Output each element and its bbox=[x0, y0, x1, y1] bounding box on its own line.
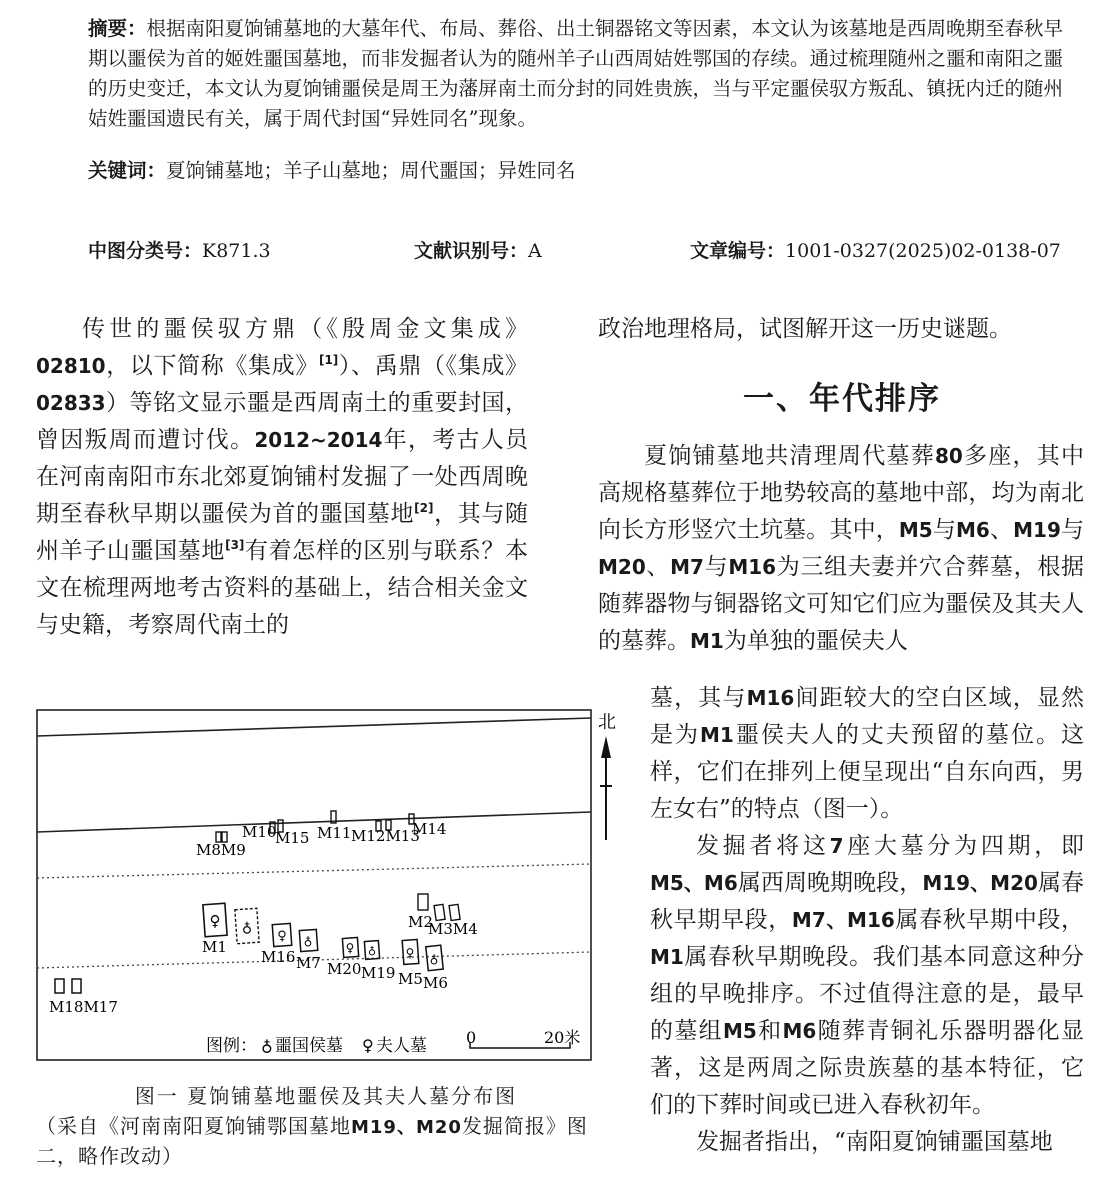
svg-text:♀: ♀ bbox=[209, 912, 221, 930]
tomb-m5 bbox=[402, 939, 419, 964]
svg-text:♀: ♀ bbox=[277, 929, 287, 944]
tomb-label-m15: M15 bbox=[275, 829, 310, 847]
text: M19 bbox=[1013, 518, 1061, 542]
text: 为单独的噩侯夫人 bbox=[723, 628, 908, 654]
section-heading: 一、年代排序 bbox=[743, 381, 941, 417]
text: ）等铭文显示噩是西周南土的重要封国，曾因叛周而遭讨伐。 bbox=[36, 390, 528, 453]
text: 发掘者将这 bbox=[696, 833, 830, 859]
svg-text:♀: ♀ bbox=[345, 941, 355, 955]
footnote-ref[interactable]: [2] bbox=[414, 501, 434, 515]
tomb-label-m19: M19 bbox=[361, 964, 396, 982]
dating-paragraph bbox=[650, 828, 1084, 1124]
boundary-line bbox=[37, 812, 591, 832]
text: 年，考古人员在河南南阳市东北郊夏饷铺村发掘了一处西周晚期至春秋早期以噩侯为首的噩国墓地 bbox=[36, 427, 529, 527]
svg-text:♀: ♀ bbox=[405, 946, 415, 960]
text: 墓，其与 bbox=[650, 685, 747, 711]
text: 间距较大的空白区域，显然是为 bbox=[650, 685, 1085, 748]
north-arrow-icon bbox=[600, 736, 612, 840]
contour-line bbox=[37, 864, 591, 878]
chronology-paragraph bbox=[598, 438, 1084, 660]
intro-paragraph bbox=[36, 311, 528, 644]
legend-female: 夫人墓 bbox=[376, 1036, 427, 1056]
tomb-label-m12m13: M12M13 bbox=[351, 827, 420, 845]
paragraph: 发掘者指出，“南阳夏饷铺噩国墓地 bbox=[696, 1129, 1053, 1155]
text: M1 bbox=[650, 945, 684, 969]
tomb-label-m18m17: M18M17 bbox=[49, 998, 118, 1016]
footnote-ref[interactable]: [1] bbox=[318, 353, 339, 367]
male-symbol-icon: ♁ bbox=[261, 1036, 273, 1055]
tomb-label-m3m4: M3M4 bbox=[428, 920, 478, 938]
tomb-label-m8m9: M8M9 bbox=[196, 841, 246, 859]
female-symbol-icon: ♀ bbox=[362, 1036, 374, 1055]
site-map-figure bbox=[30, 700, 630, 1070]
text: 02833 bbox=[36, 391, 106, 415]
text: 、 bbox=[989, 517, 1014, 543]
text: 80 bbox=[934, 444, 963, 468]
clc-value: K871.3 bbox=[202, 240, 271, 262]
text: 随葬青铜礼乐器明器化显著，这是两周之际贵族墓的基本特征，它们的下葬时间或已进入春秋初年。 bbox=[650, 1018, 1085, 1118]
text: M1 bbox=[700, 723, 734, 747]
text: M19、M20 bbox=[351, 1117, 462, 1138]
scale-twenty: 20米 bbox=[544, 1028, 581, 1047]
paragraph bbox=[650, 680, 1084, 828]
text: 夏饷铺墓地共清理周代墓葬 bbox=[644, 443, 935, 469]
text: 为三组夫妻并穴合葬墓，根据随葬器物与铜器铭文可知它们应为噩侯及其夫人的墓葬。 bbox=[598, 554, 1085, 654]
tomb-label-m2: M2 bbox=[408, 913, 433, 931]
text: ，以下简称《集成》 bbox=[105, 353, 319, 379]
boundary-line bbox=[37, 718, 591, 736]
tomb-label-m14: M14 bbox=[412, 820, 447, 838]
tomb-reserved bbox=[235, 908, 259, 943]
document-code bbox=[414, 236, 542, 266]
text: M20 bbox=[598, 555, 646, 579]
tomb-m7 bbox=[299, 929, 317, 951]
text: 2012~2014 bbox=[254, 428, 383, 452]
figure-caption: 图一 夏饷铺墓地噩侯及其夫人墓分布图 bbox=[134, 1084, 518, 1108]
tomb-markers-m18-m17 bbox=[55, 979, 81, 993]
tomb-label-m10: M10 bbox=[242, 823, 277, 841]
scale-zero: 0 bbox=[466, 1028, 477, 1047]
keywords-text: 夏饷铺墓地；羊子山墓地；周代噩国；异姓同名 bbox=[166, 159, 576, 182]
text: 属春秋早期早段， bbox=[650, 870, 1085, 933]
text: M19、M20 bbox=[922, 871, 1038, 895]
svg-text:♁: ♁ bbox=[429, 952, 439, 966]
text: ）、禹鼎（《集成》 bbox=[338, 353, 529, 379]
doc-value: A bbox=[528, 240, 542, 262]
text: 多座，其中高规格墓葬位于地势较高的墓地中部，均为南北向长方形竖穴土坑墓。其中， bbox=[598, 443, 1085, 543]
intro-continuation: 政治地理格局，试图解开这一历史谜题。 bbox=[598, 316, 1012, 342]
text: 、 bbox=[645, 554, 671, 580]
text: 属春秋早期晚段。我们基本同意这种分组的早晚排序。不过值得注意的是，最早的墓组 bbox=[650, 944, 1084, 1044]
doc-label: 文献识别号： bbox=[414, 240, 529, 262]
article-number bbox=[690, 236, 1061, 266]
tomb-m1 bbox=[203, 903, 227, 936]
footnote-ref[interactable]: [3] bbox=[225, 538, 245, 552]
text: 与 bbox=[932, 517, 957, 543]
text: 02810 bbox=[36, 354, 106, 378]
text: 和 bbox=[756, 1018, 783, 1044]
svg-text:♁: ♁ bbox=[241, 920, 253, 936]
article-value: 1001-0327(2025)02-0138-07 bbox=[785, 240, 1061, 262]
text: 噩侯夫人的丈夫预留的墓位。这样，它们在排列上便呈现出“自东向西，男左女右”的特点（图一）。 bbox=[650, 722, 1085, 822]
right-column-top bbox=[598, 311, 1084, 348]
tomb-m19 bbox=[364, 941, 379, 960]
legend-male: 噩国侯墓 bbox=[275, 1036, 343, 1056]
clc-label: 中图分类号： bbox=[88, 240, 203, 262]
tomb-label-m6: M6 bbox=[423, 974, 448, 992]
text: M7 bbox=[670, 555, 704, 579]
text: ，其与随州羊子山噩国墓地 bbox=[36, 501, 529, 564]
right-column-narrow bbox=[650, 680, 1084, 1161]
text: 座大墓分为四期，即 bbox=[843, 833, 1085, 859]
text: 与 bbox=[703, 554, 729, 580]
paragraph bbox=[598, 438, 1084, 660]
tomb-label-m20: M20 bbox=[327, 960, 362, 978]
text: M16 bbox=[728, 555, 777, 579]
tomb-label-m16: M16 bbox=[261, 948, 296, 966]
tomb-m6 bbox=[426, 945, 443, 970]
tomb-label-m1: M1 bbox=[202, 938, 227, 956]
text: 传世的噩侯驭方鼎（《殷周金文集成》 bbox=[82, 316, 528, 342]
text: 7 bbox=[829, 834, 844, 858]
abstract-text: 根据南阳夏饷铺墓地的大墓年代、布局、葬俗、出土铜器铭文等因素，本文认为该墓地是西周晚期至春秋早期以噩侯为首的姬姓噩国墓地，而非发掘者认为的随州羊子山西周姞姓鄂国的存续。通过梳理随州之噩和南阳之噩的历史变迁，本文认为夏饷铺噩侯是周王为藩屏南土而分封的同姓贵族，当与平定噩侯驭方叛乱、镇抚内迁的随州姞姓噩国遗民有关，属于周代封国“异姓同名”现象。 bbox=[88, 17, 1064, 130]
text: 与 bbox=[1060, 517, 1085, 543]
text: M1 bbox=[690, 629, 724, 653]
text: M5 bbox=[898, 518, 933, 542]
text: M5、M6 bbox=[650, 871, 738, 895]
svg-text:♁: ♁ bbox=[303, 934, 313, 948]
tomb-label-m7: M7 bbox=[296, 954, 321, 972]
tomb-label-m11: M11 bbox=[317, 824, 352, 842]
text: 有着怎样的区别与联系？本文在梳理两地考古资料的基础上，结合相关金文与史籍，考察周代南土的 bbox=[36, 538, 529, 638]
abstract-label: 摘要： bbox=[88, 17, 147, 40]
tomb-m16 bbox=[272, 923, 291, 946]
keywords bbox=[88, 156, 1078, 186]
left-column bbox=[36, 311, 528, 644]
clc-number bbox=[88, 236, 271, 266]
text: M6 bbox=[782, 1019, 817, 1043]
text: （采自《河南南阳夏饷铺鄂国墓地 bbox=[36, 1114, 351, 1138]
text: M5 bbox=[723, 1019, 757, 1043]
text: 属春秋早期中段， bbox=[894, 907, 1084, 933]
tomb-label-m5: M5 bbox=[398, 970, 423, 988]
text: M7、M16 bbox=[791, 908, 895, 932]
keywords-label: 关键词： bbox=[88, 159, 167, 182]
map-frame bbox=[37, 710, 591, 1060]
article-label: 文章编号： bbox=[690, 240, 786, 262]
north-label: 北 bbox=[598, 712, 616, 733]
tomb-m20 bbox=[342, 937, 358, 957]
text: 属西周晚期晚段， bbox=[737, 870, 923, 896]
legend-prefix: 图例： bbox=[206, 1036, 257, 1056]
abstract bbox=[88, 14, 1078, 134]
figure-source bbox=[36, 1112, 616, 1170]
text: M16 bbox=[746, 686, 795, 710]
text: 发掘简报》图二，略作改动） bbox=[36, 1114, 588, 1168]
text: M6 bbox=[956, 518, 990, 542]
svg-text:♁: ♁ bbox=[367, 944, 377, 957]
